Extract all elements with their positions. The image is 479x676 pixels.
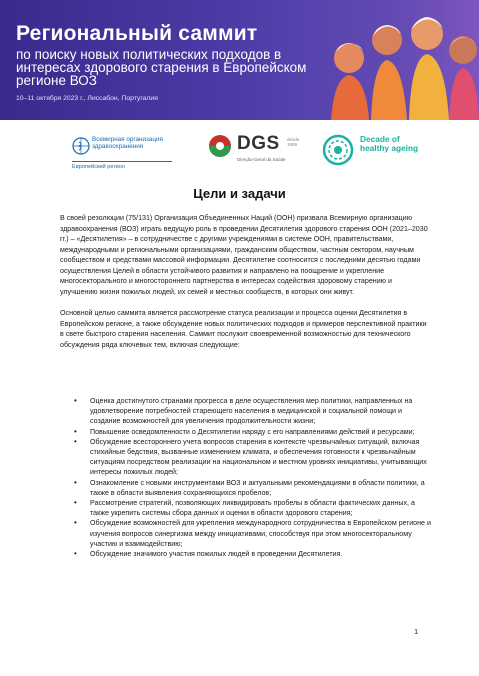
list-item: • Повышение осведомленности о Десятилетии наряду с его направлениями действий и ресурсами;: [60, 427, 432, 437]
page-number: 1: [414, 627, 419, 636]
event-date-location: 10–11 октября 2023 г., Лиссабон, Португалия: [16, 95, 158, 102]
list-item: • Обсуждение возможностей для укрепления международного сотрудничества в Европейском регионе и изучения вопросов синергизма между инициативами, способствуя при этом многосекторальному участию и взаимодействию;: [60, 518, 432, 549]
who-logo: [72, 134, 192, 174]
goal-paragraph: Основной целью саммита является рассмотрение статуса реализации и процесса оценки Десятилетия в Европейском регионе, а также обсуждение новых политических подходов и примеров перспективной практики в свете быстрого старения населения. Саммит послужит своевременной возможностью для технического обсуждения ряда ключевых тем, включая следующие:: [60, 309, 427, 349]
who-region-label: Европейский регион: [72, 161, 172, 170]
topics-list: [60, 396, 432, 559]
who-name: Всемирная организация здравоохранения: [92, 136, 163, 150]
people-illustration: [309, 0, 479, 120]
decade-name: Decade of healthy ageing: [360, 134, 419, 153]
banner-title: Региональный саммит: [16, 22, 258, 45]
header-banner: [0, 0, 479, 120]
list-item: • Ознакомление с новыми инструментами ВОЗ и актуальными рекомендациями в области политики, а также в области выявления сохраняющихся пробелов;: [60, 478, 432, 498]
who-emblem-icon: [72, 136, 90, 156]
dgs-name: DGS: [237, 133, 280, 154]
decade-logo: [322, 132, 432, 172]
decade-circle-icon: [322, 134, 354, 166]
dgs-subtitle: Direção-Geral da Saúde: [237, 157, 286, 162]
dgs-since: desde 1899: [287, 137, 300, 147]
list-item: • Оценка достигнутого странами прогресса в деле осуществления мер политики, направленных на удовлетворение потребностей стареющего населения в медицинской и социальной помощи и создание возможностей для увеличения продолжительности жизни;: [60, 396, 432, 427]
list-item: • Обсуждение значимого участия пожилых людей в проведении Десятилетия.: [60, 549, 432, 559]
banner-subtitle: по поиску новых политических подходов в интересах здорового старения в Европейском регионе ВОЗ: [16, 47, 307, 88]
section-heading: Цели и задачи: [193, 186, 286, 201]
dgs-logo: [207, 132, 307, 172]
list-item: • Рассмотрение стратегий, позволяющих ликвидировать пробелы в области фактических данных, а также укрепить системы сбора данных и оценки в области здорового старения;: [60, 498, 432, 518]
dgs-emblem-icon: [207, 134, 233, 158]
intro-paragraph: В своей резолюции (75/131) Организация Объединенных Наций (ООН) призвала Всемирную организацию здравоохранения (ВОЗ) играть ведущую роль в проведении Десятилетия здорового старения ООН (2021–2030 гг.) – «Десятилетия» – в сотрудничестве с другими учреждениями в системе ООН, правительствами, международными и региональными организациями, гражданским обществом, частным сектором, научным сообществом и средствами массовой информации. Десятилетие соотносится с последними десятью годами осуществления Целей в области устойчивого развития и направлено на поощрение и укрепление многосекторального и многостороннего партнерства в интересах содействия здоровому старению и улучшению жизни пожилых людей, их семей и местных сообществ, в которых они живут.: [60, 214, 428, 296]
list-item: • Обсуждение всестороннего учета вопросов старения в контексте чрезвычайных ситуаций, включая стихийные бедствия, вызванные изменением климата, и обеспечения готовности к чрезвычайным ситуациям посредством реализации на национальном и местном уровнях инициативы, учитывающих интересы пожилых людей;: [60, 437, 432, 478]
partner-logos: [0, 128, 479, 176]
